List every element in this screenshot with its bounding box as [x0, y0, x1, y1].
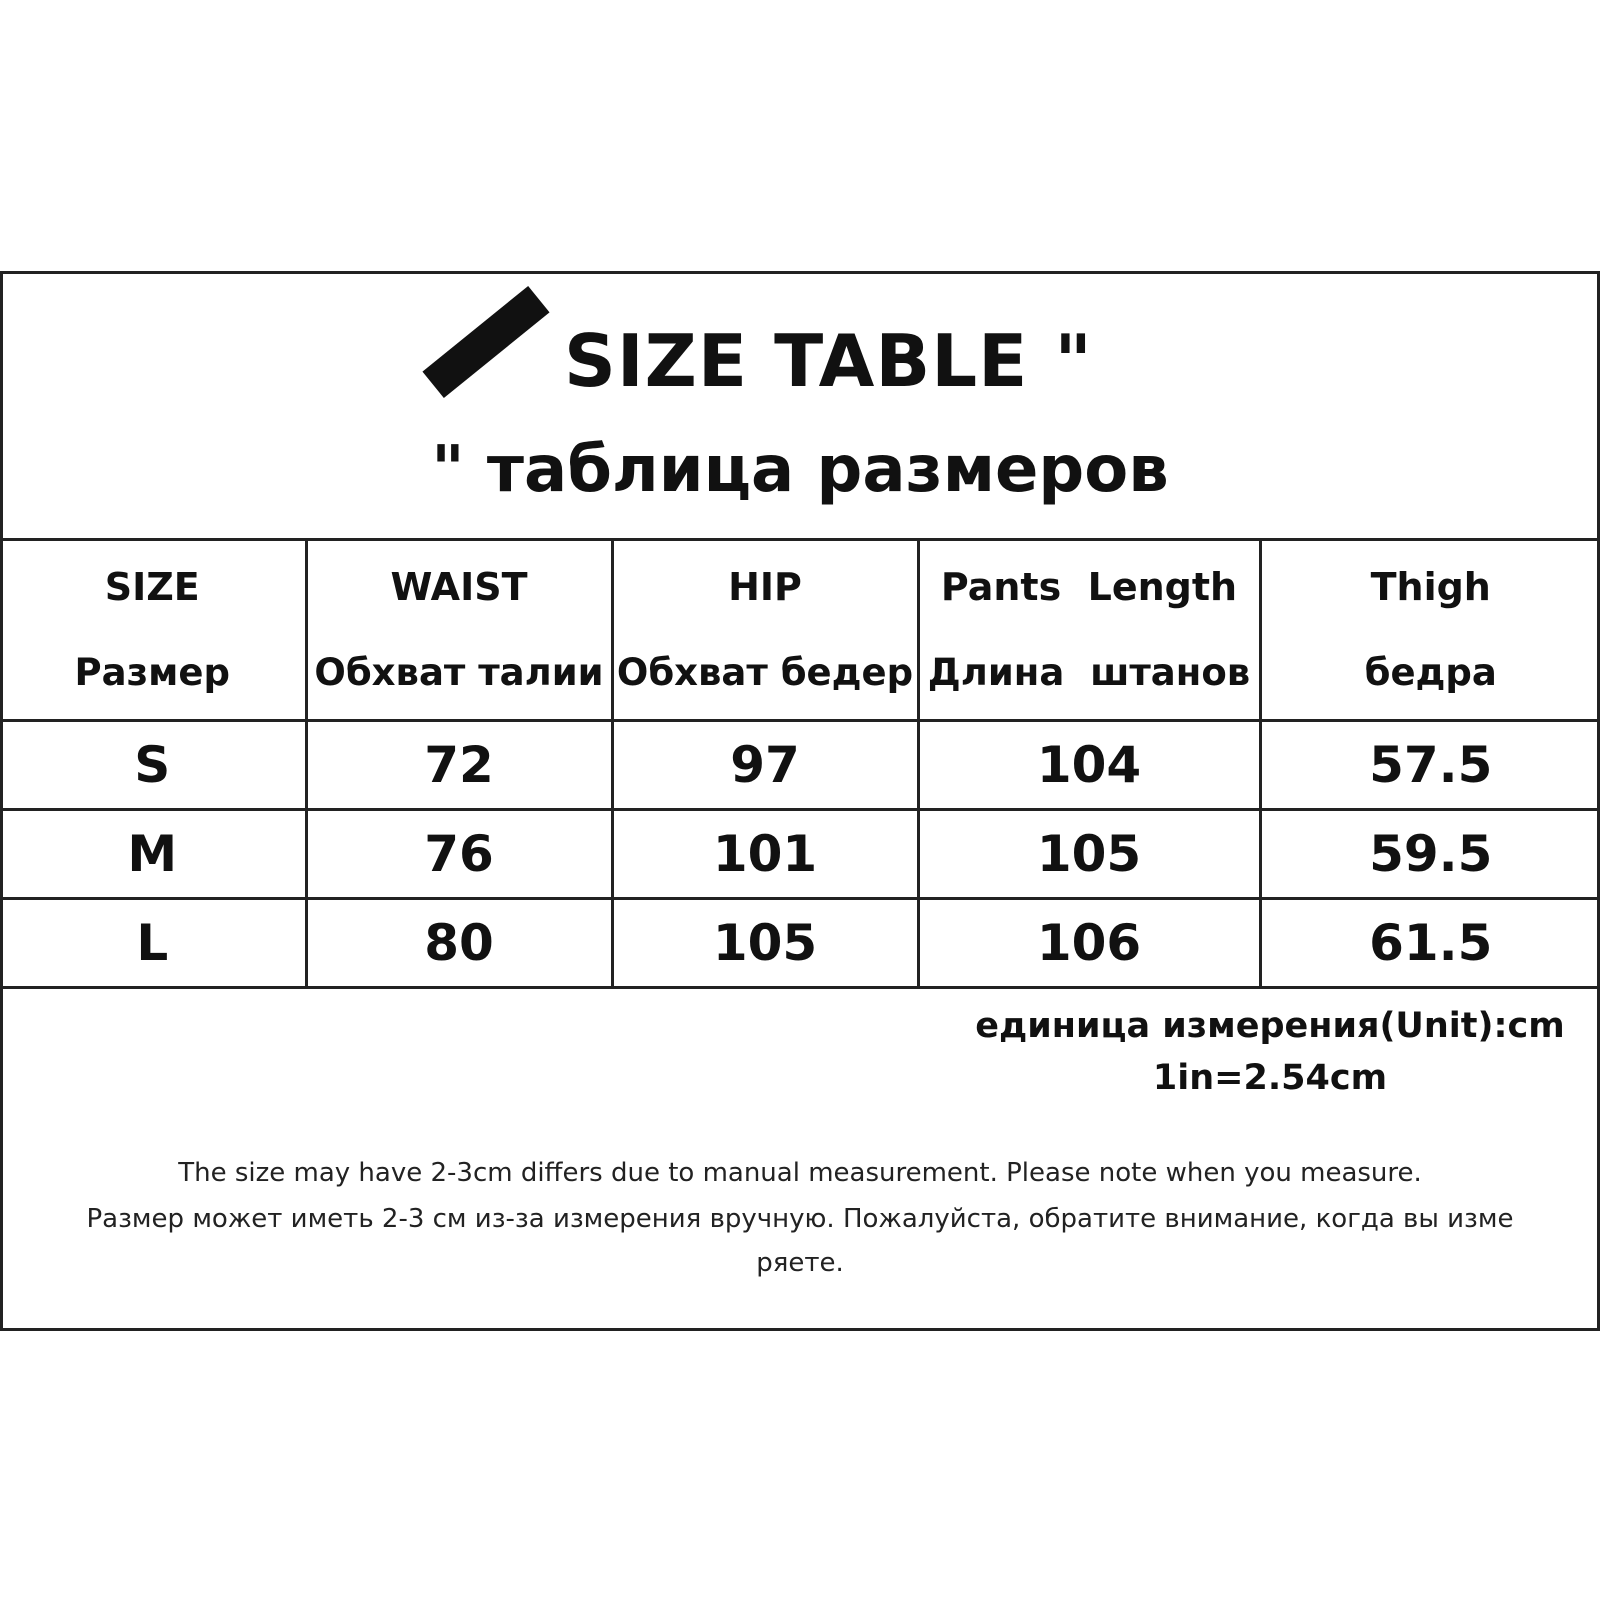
- header-label-en: Thigh: [1370, 565, 1491, 609]
- header-label-ru: Длина штанов: [927, 651, 1251, 694]
- cell-size: M: [0, 810, 306, 899]
- header-label-en: Pants Length: [940, 565, 1238, 609]
- cell-pants-length: 106: [918, 899, 1260, 988]
- cell-thigh: 59.5: [1260, 810, 1600, 899]
- table-row: [0, 721, 1600, 810]
- cell-pants-length: 105: [918, 810, 1260, 899]
- table-row: [0, 899, 1600, 988]
- cell-waist: 72: [306, 721, 612, 810]
- header-label-ru: Обхват бедер: [616, 651, 914, 694]
- header-label-en: WAIST: [390, 565, 528, 609]
- title-russian: " таблица размеров: [431, 433, 1169, 507]
- header-thigh: [1260, 540, 1600, 721]
- size-table: [0, 538, 1600, 989]
- measurement-note-ru: Размер может иметь 2-3 см из-за измерения вручную. Пожалуйста, обратите внимание, когда вы изме: [86, 1204, 1514, 1234]
- title-english: SIZE TABLE ": [564, 319, 1093, 403]
- header-label-ru: Размер: [74, 651, 230, 694]
- cell-thigh: 61.5: [1260, 899, 1600, 988]
- cell-hip: 97: [612, 721, 918, 810]
- unit-label: единица измерения(Unit):cm: [975, 1006, 1565, 1046]
- cell-size: L: [0, 899, 306, 988]
- cell-waist: 80: [306, 899, 612, 988]
- cell-pants-length: 104: [918, 721, 1260, 810]
- header-size: [0, 540, 306, 721]
- header-label-ru: Обхват талии: [314, 651, 604, 694]
- table-header-row: [0, 540, 1600, 721]
- cell-size: S: [0, 721, 306, 810]
- cell-waist: 76: [306, 810, 612, 899]
- cell-hip: 101: [612, 810, 918, 899]
- measurement-note-en: The size may have 2-3cm differs due to manual measurement. Please note when you measure.: [178, 1158, 1422, 1188]
- header-pants-length: [918, 540, 1260, 721]
- header-waist: [306, 540, 612, 721]
- header-hip: [612, 540, 918, 721]
- cell-hip: 105: [612, 899, 918, 988]
- measurement-note-ru-continued: ряете.: [756, 1248, 844, 1278]
- cell-thigh: 57.5: [1260, 721, 1600, 810]
- header-label-ru: бедра: [1364, 651, 1497, 694]
- unit-conversion: 1in=2.54cm: [1152, 1058, 1388, 1098]
- header-label-en: SIZE: [104, 565, 200, 609]
- table-row: [0, 810, 1600, 899]
- header-label-en: HIP: [728, 565, 802, 609]
